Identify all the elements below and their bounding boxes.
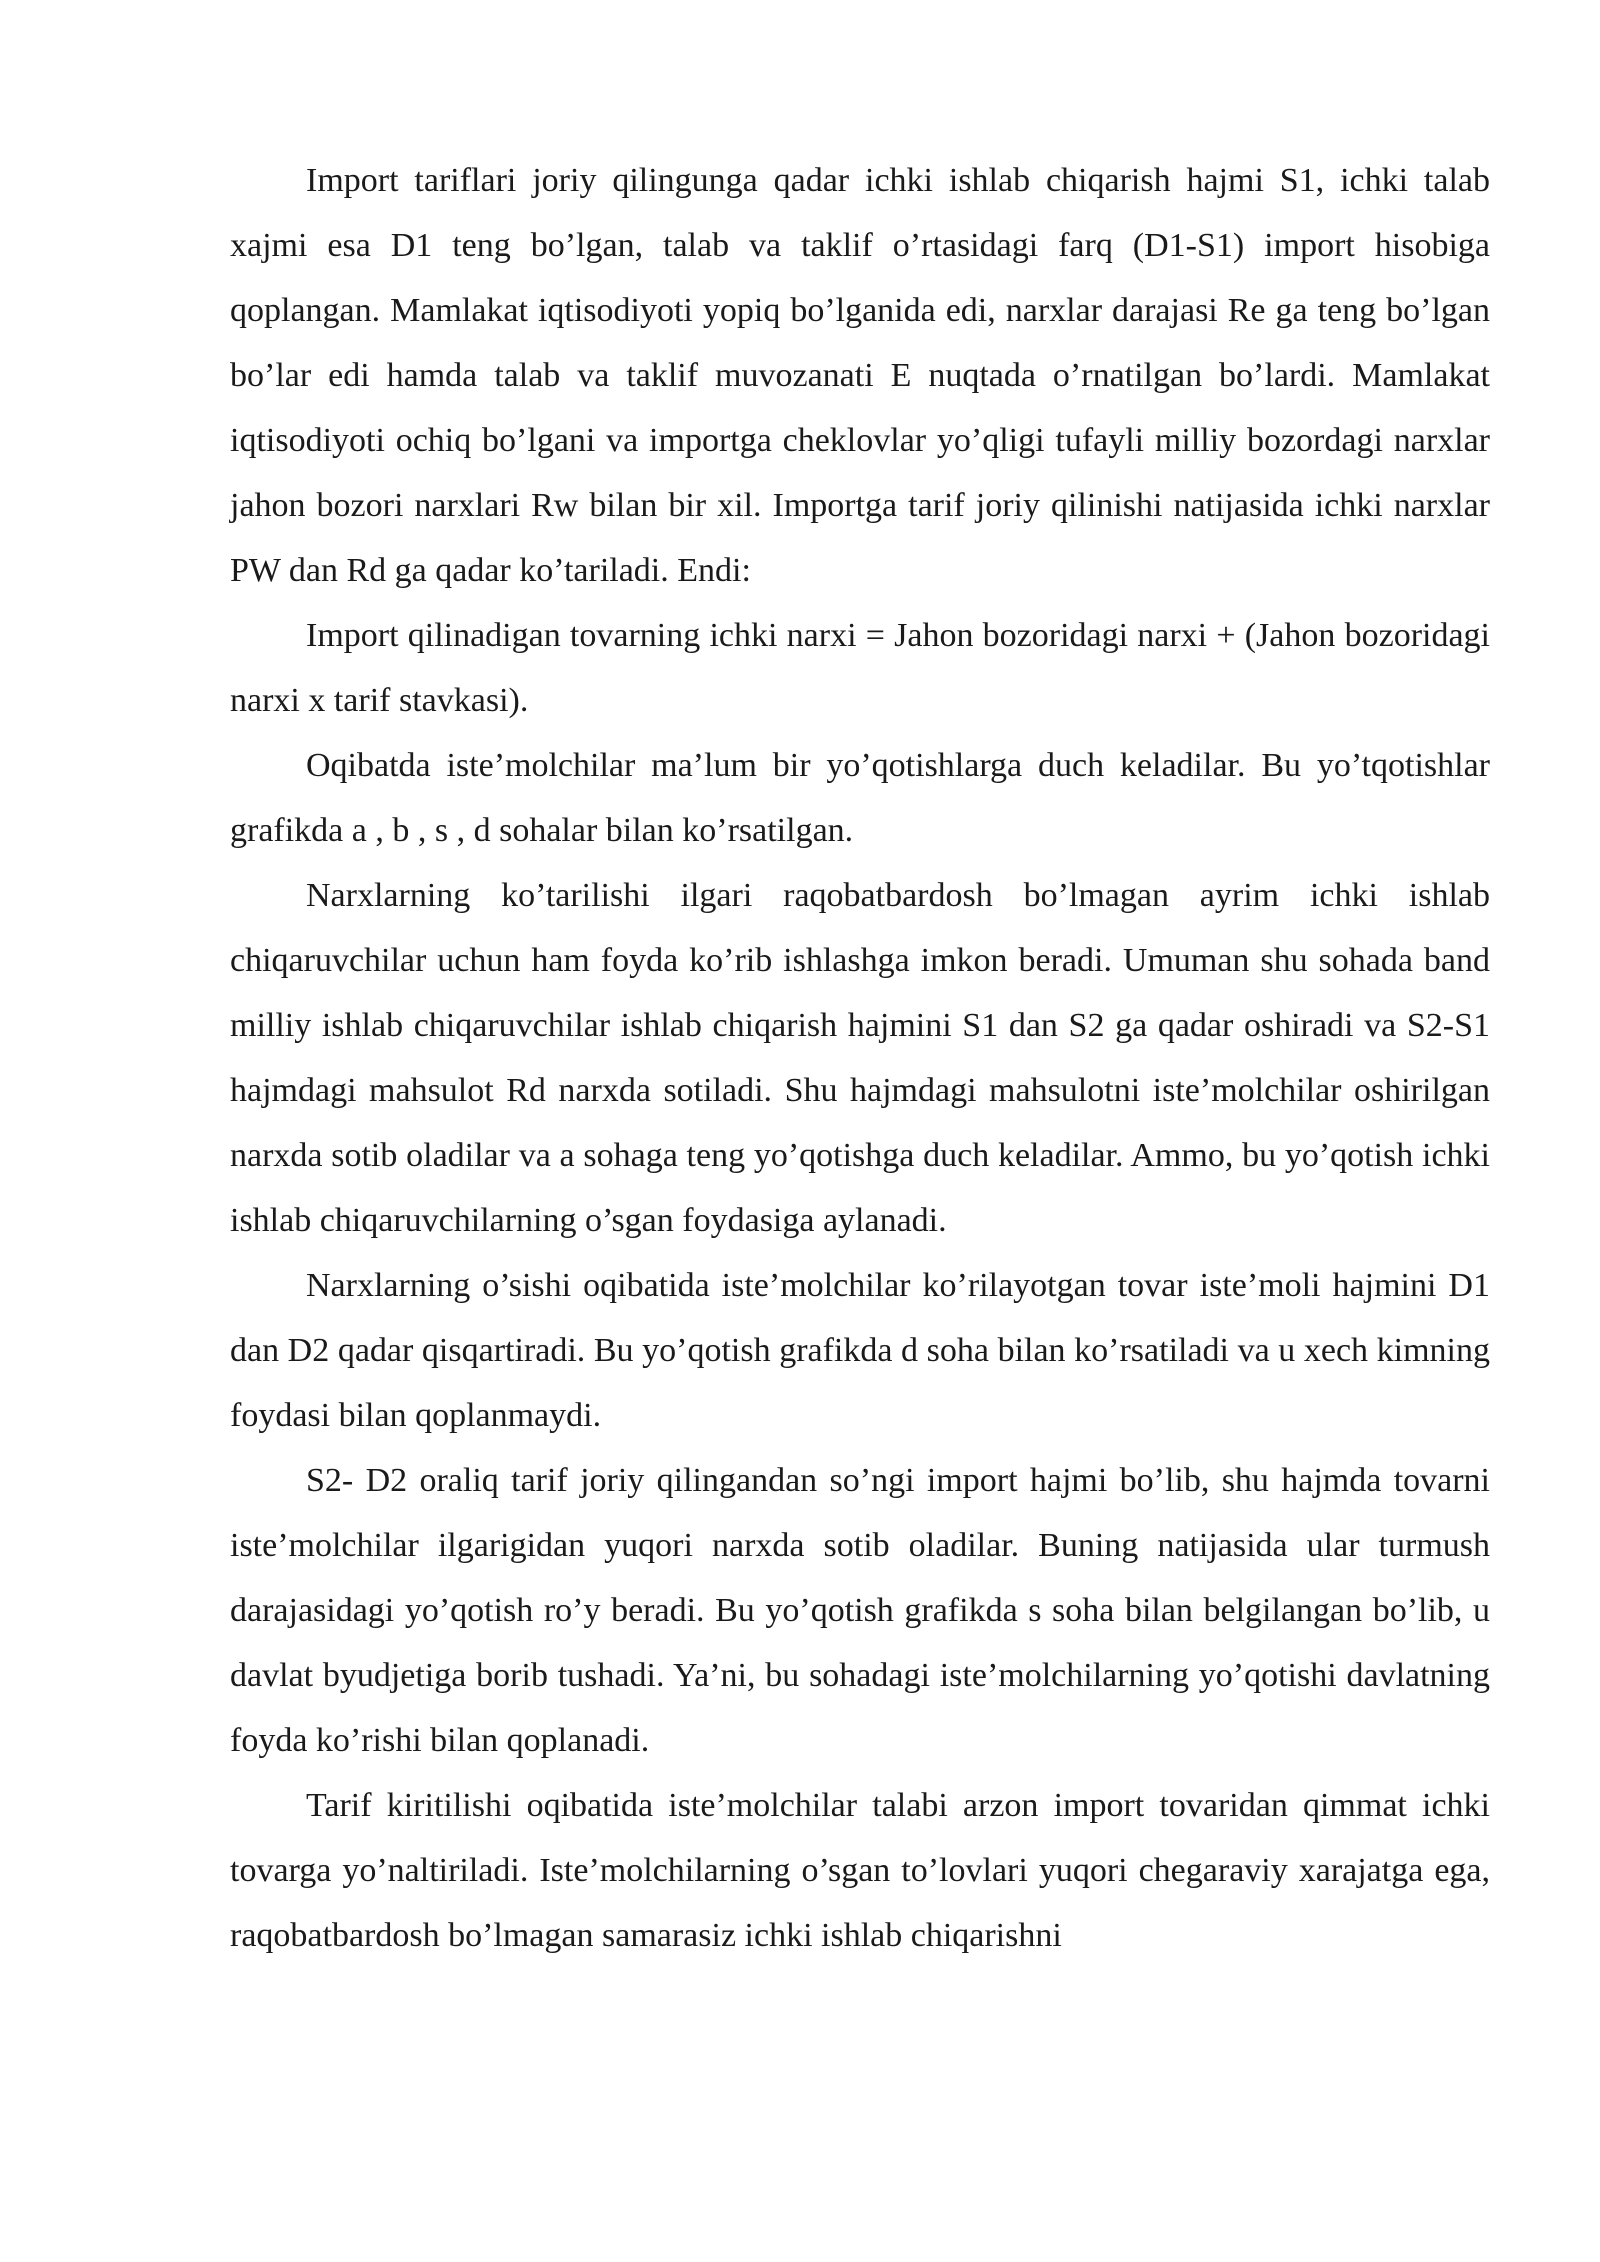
paragraph-import-tariffs-intro: Import tariflari joriy qilingunga qadar ichki ishlab chiqarish hajmi S1, ichki talab xajmi esa D1 teng bo’lgan, talab va taklif o’rtasidagi farq (D1-S1) import hisobiga qoplangan. Mamlakat iqtisodiyoti yopiq bo’lganida edi, narxlar darajasi Re ga teng bo’lgan bo’lar edi hamda talab va taklif muvozanati E nuqtada o’rnatilgan bo’lardi. Mamlakat iqtisodiyoti ochiq bo’lgani va importga cheklovlar yo’qligi tufayli milliy bozordagi narxlar jahon bozori narxlari Rw bilan bir xil. Importga tarif joriy qilinishi natijasida ichki narxlar PW dan Rd ga qadar ko’tariladi. Endi: bbox=[230, 162, 1490, 589]
paragraph-producer-gains: Narxlarning ko’tarilishi ilgari raqobatbardosh bo’lmagan ayrim ichki ishlab chiqaruvchilar uchun ham foyda ko’rib ishlashga imkon beradi. Umuman shu sohada band milliy ishlab chiqaruvchilar ishlab chiqarish hajmini S1 dan S2 ga qadar oshiradi va S2-S1 hajmdagi mahsulot Rd narxda sotiladi. Shu hajmdagi mahsulotni iste’molchilar oshirilgan narxda sotib oladilar va a sohaga teng yo’qotishga duch keladilar. Ammo, bu yo’qotish ichki ishlab chiqaruvchilarning o’sgan foydasiga aylanadi. bbox=[230, 877, 1490, 1239]
document-page bbox=[230, 148, 1490, 1968]
paragraph-demand-redirection: Tarif kiritilishi oqibatida iste’molchilar talabi arzon import tovaridan qimmat ichki tovarga yo’naltiriladi. Iste’molchilarning o’sgan to’lovlari yuqori chegaraviy xarajatga ega, raqobatbardosh bo’lmagan samarasiz ichki ishlab chiqarishni bbox=[230, 1787, 1490, 1954]
paragraph-domestic-price-formula: Import qilinadigan tovarning ichki narxi = Jahon bozoridagi narxi + (Jahon bozoridagi narxi x tarif stavkasi). bbox=[230, 617, 1490, 719]
paragraph-consumer-losses: Oqibatda iste’molchilar ma’lum bir yo’qotishlarga duch keladilar. Bu yo’tqotishlar grafikda a , b , s , d sohalar bilan ko’rsatilgan. bbox=[230, 747, 1490, 849]
paragraph-import-volume: S2- D2 oraliq tarif joriy qilingandan so’ngi import hajmi bo’lib, shu hajmda tovarni iste’molchilar ilgarigidan yuqori narxda sotib oladilar. Buning natijasida ular turmush darajasidagi yo’qotish ro’y beradi. Bu yo’qotish grafikda s soha bilan belgilangan bo’lib, u davlat byudjetiga borib tushadi. Ya’ni, bu sohadagi iste’molchilarning yo’qotishi davlatning foyda ko’rishi bilan qoplanadi. bbox=[230, 1462, 1490, 1759]
paragraph-consumption-decline: Narxlarning o’sishi oqibatida iste’molchilar ko’rilayotgan tovar iste’moli hajmini D1 dan D2 qadar qisqartiradi. Bu yo’qotish grafikda d soha bilan ko’rsatiladi va u xech kimning foydasi bilan qoplanmaydi. bbox=[230, 1267, 1490, 1434]
